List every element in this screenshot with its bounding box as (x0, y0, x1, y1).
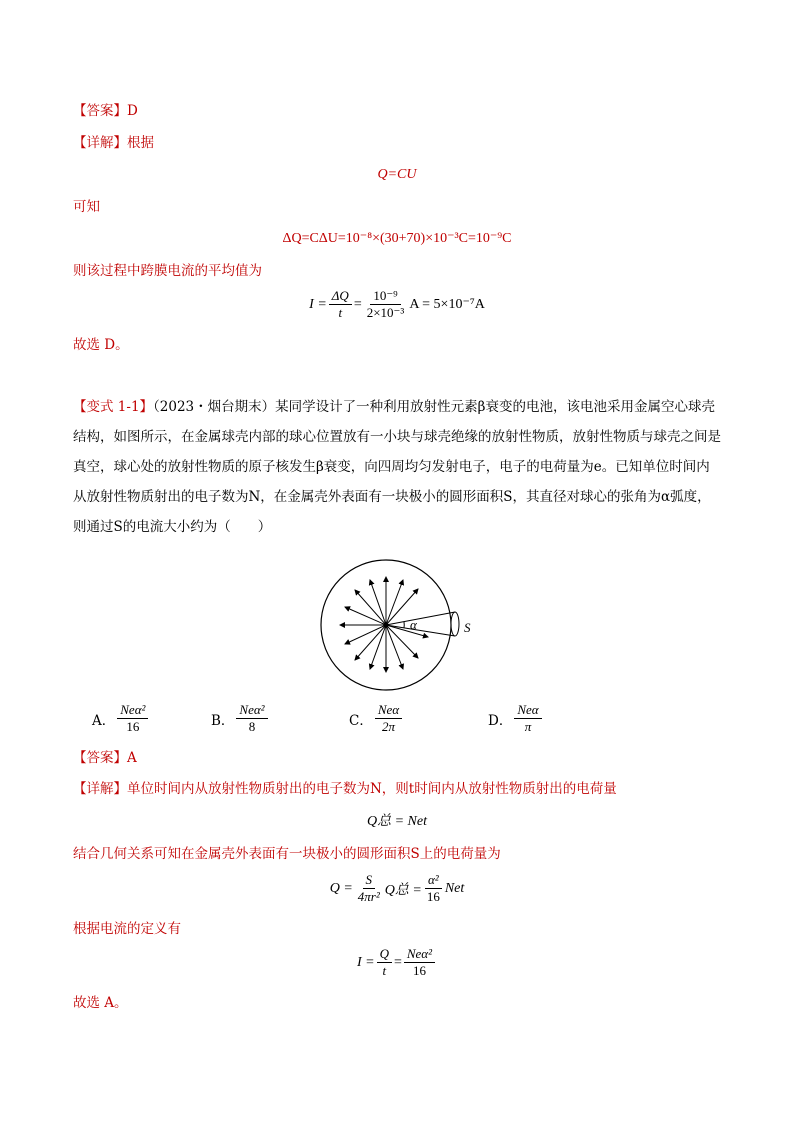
detail-intro-1: 根据 (127, 135, 154, 151)
geometry-text: 结合几何关系可知在金属壳外表面有一块极小的圆形面积S上的电荷量为 (73, 846, 501, 862)
frac-den: 16 (412, 963, 426, 978)
frac-num: ΔQ (329, 288, 352, 305)
cone-to-s (386, 612, 459, 636)
option-label: D． (488, 712, 513, 729)
eq-rhs: Net (444, 880, 465, 896)
option-label: A． (92, 712, 116, 729)
equation-current-1: I = $\frac{\Delta Q}{t}$ = $\frac{\text{10⁻⁹}}{\text{2×10⁻³}}$ A = 5×10⁻⁷A (309, 288, 485, 320)
option-b (211, 702, 270, 735)
question-text: 某同学设计了一种利用放射性元素β衰变的电池，该电池采用金属空心球壳结构，如图所示，在金属球壳内部的球心位置放有一小块与球壳绝缘的放射性物质，放射性物质与球壳之间是真空，球心处的放射性物质的原子核发生β衰变，向四周均匀发射电子，电子的电荷量为e。已知单位时间内从放射性物质射出的电子数为N，在金属壳外表面有一块极小的圆形面积S，其直径对球心的张角为α弧度，则通过S的电流大小约为（ ） (73, 399, 721, 535)
alpha-label: α (410, 617, 417, 632)
frac-num: Q (377, 946, 392, 963)
frac-num: Neα (375, 702, 402, 719)
sphere-figure (318, 552, 488, 702)
option-fraction (514, 702, 541, 735)
question-source: （2023・烟台期末） (153, 399, 276, 415)
fraction-s-area (355, 872, 383, 905)
fraction-dq-t (329, 288, 352, 321)
question-stem (73, 392, 723, 542)
option-c (349, 702, 404, 735)
option-a (92, 702, 150, 735)
option-label: C． (349, 712, 373, 729)
frac-num: 10⁻⁹ (370, 288, 400, 305)
s-label: S (464, 620, 471, 635)
detail-label-1: 【详解】 (73, 135, 127, 151)
frac-den: 16 (426, 889, 440, 904)
detail-text-2: 单位时间内从放射性物质射出的电子数为N，则t时间内从放射性物质射出的电荷量 (127, 781, 617, 797)
equation-delta-q: ΔQ=CΔU=10⁻⁸×(30+70)×10⁻³C=10⁻⁹C (282, 231, 512, 246)
option-fraction (117, 702, 148, 735)
conclusion-1: 故选 D。 (73, 337, 129, 353)
detail-line-1 (73, 133, 154, 153)
frac-num: Neα (514, 702, 541, 719)
option-d (488, 702, 544, 735)
eq-lhs: Q = (329, 880, 353, 896)
radioactive-source (384, 623, 389, 628)
equation-q-area (0, 872, 794, 905)
frac-num: α² (425, 872, 442, 889)
detail-label-2: 【详解】 (73, 781, 127, 797)
frac-num: Neα² (404, 946, 435, 963)
equation-q-cu: Q=CU (377, 167, 417, 182)
detail-line-2 (73, 779, 617, 799)
average-current-text: 则该过程中跨膜电流的平均值为 (73, 263, 262, 279)
question-tag: 【变式 1-1】 (73, 399, 154, 415)
eq-mid: = (393, 954, 402, 970)
definition-text: 根据电流的定义有 (73, 921, 181, 937)
eq3-rhs: A = 5×10⁻⁷A (409, 297, 485, 312)
answer-label-2: 【答案】A (73, 750, 137, 766)
option-fraction (236, 702, 267, 735)
kezhi-text: 可知 (73, 199, 100, 215)
frac-den: t (338, 305, 343, 320)
option-label: B． (211, 712, 235, 729)
frac-den: 8 (248, 719, 256, 734)
frac-den: 2π (381, 719, 395, 734)
fraction-q-t (377, 946, 392, 979)
equation-q-total: Q总 = Net (367, 814, 427, 829)
fraction-alpha (424, 872, 443, 905)
conclusion-2: 故选 A。 (73, 995, 128, 1011)
frac-num: Neα² (117, 702, 148, 719)
equation-current-2 (0, 946, 794, 979)
eq-mid: Q总 = (384, 882, 422, 898)
eq3-lhs: I = (309, 296, 327, 312)
frac-num: Neα² (236, 702, 267, 719)
fraction-values (364, 288, 408, 321)
frac-den: 2×10⁻³ (366, 305, 405, 320)
frac-num: S (363, 872, 376, 889)
eq-lhs: I = (356, 954, 375, 970)
frac-den: t (382, 963, 387, 978)
answer-label-1: 【答案】D (73, 103, 138, 119)
frac-den: π (524, 719, 532, 734)
frac-den: 4πr² (357, 889, 380, 904)
frac-den: 16 (126, 719, 140, 734)
option-fraction (375, 702, 402, 735)
fraction-result (404, 946, 435, 979)
